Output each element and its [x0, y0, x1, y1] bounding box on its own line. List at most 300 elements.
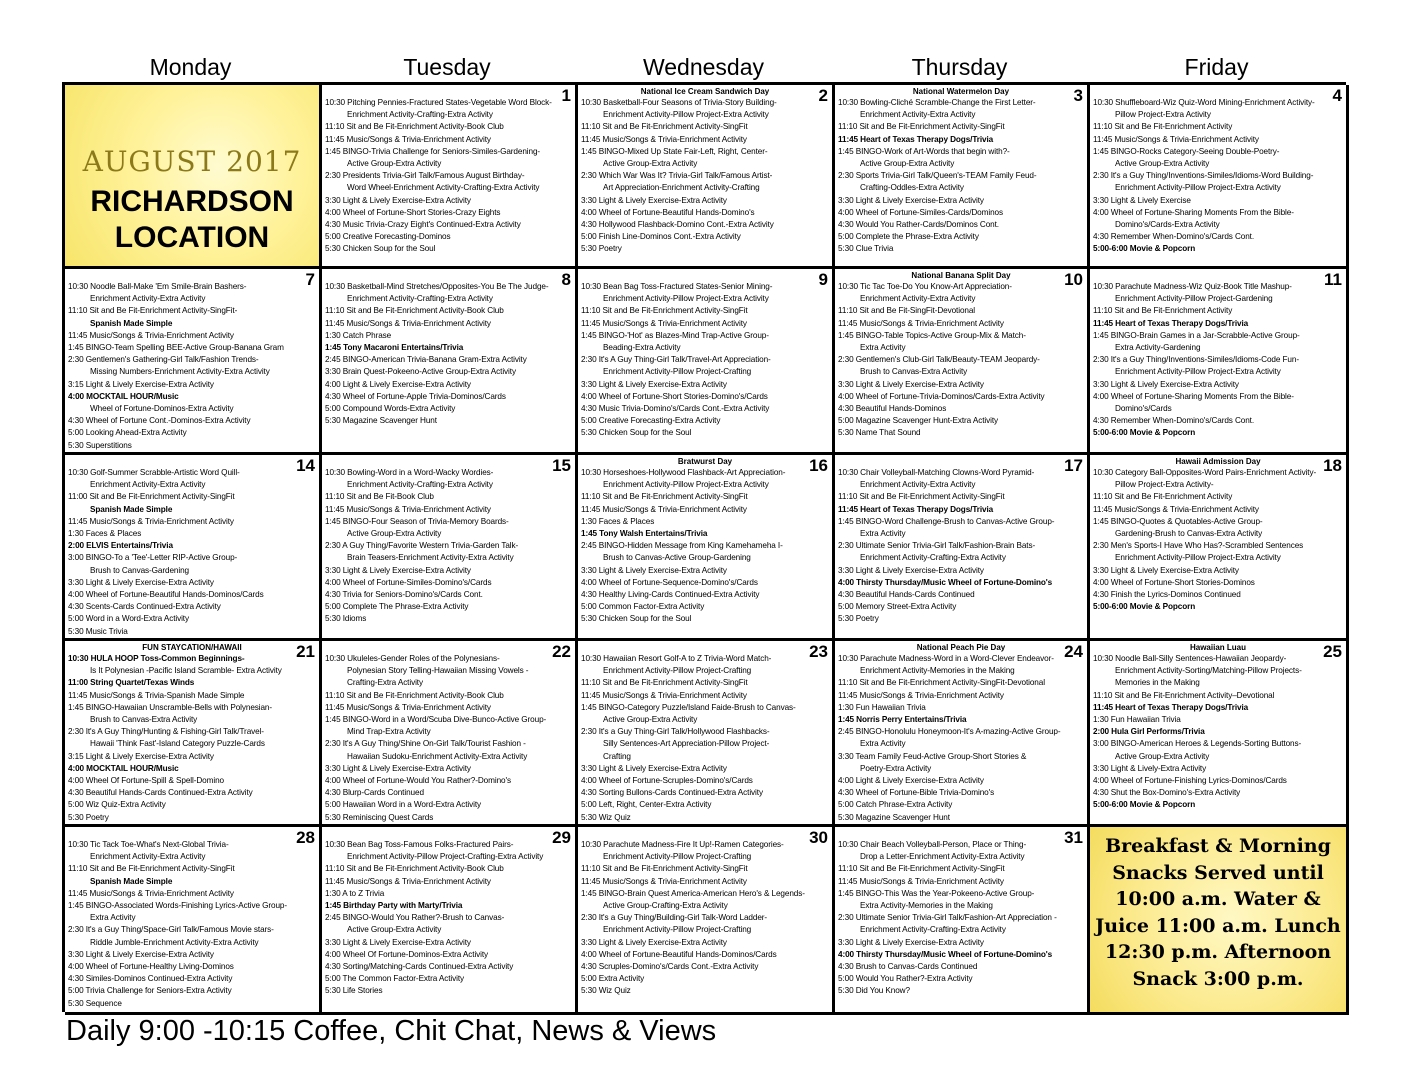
- activity-list: [1093, 653, 1343, 812]
- activity-line: 1:30 A to Z Trivia: [325, 888, 385, 898]
- activity-line: Hawaii 'Think Fast'-Island Category Puzzle-Cards: [90, 739, 265, 749]
- activity-list: [1093, 281, 1343, 440]
- activity-list: [325, 839, 572, 998]
- activity-line: 2:30 It's a Guy Thing-Girl Talk/Hollywood Flashbacks-: [581, 727, 770, 737]
- day-cell: [578, 269, 835, 455]
- activity-line: 1:45 BINGO-Team Spelling BEE-Active Group-Banana Gram: [68, 343, 284, 353]
- activity-line: 2:45 BINGO-American Trivia-Banana Gram-Extra Activity: [325, 355, 527, 365]
- activity-line: 1:30 Faces & Places: [581, 516, 655, 526]
- activity-line: 2:30 Men's Sports-I Have Who Has?-Scrambled Sentences: [1093, 541, 1304, 551]
- day-number: 24: [1064, 642, 1083, 661]
- activity-line: 3:30 Team Family Feud-Active Group-Short Stories &: [838, 751, 1027, 761]
- activity-line: 4:30 Blurp-Cards Continued: [325, 788, 424, 798]
- activity-line: 3:30 Light & Lively Exercise-Extra Activity: [581, 763, 727, 773]
- activity-line: Active Group-Crafting-Extra Activity: [603, 901, 728, 911]
- activity-line: 5:00-6:00 Movie & Popcorn: [1093, 428, 1196, 438]
- activity-line: 5:30 Poetry: [581, 244, 622, 254]
- activity-line: 11:10 Sit and Be Fit-SingFit-Devotional: [838, 306, 976, 316]
- activity-line: 11:10 Sit and Be Fit-Enrichment Activity: [1093, 492, 1233, 502]
- activity-line: 11:10 Sit and Be Fit-Enrichment Activity-SingFit: [838, 122, 1005, 132]
- activity-line: Spanish Made Simple: [90, 318, 173, 328]
- activity-line: 1:45 BINGO-Mixed Up State Fair-Left, Right, Center-: [581, 146, 768, 156]
- activity-line: 2:30 It's A Guy Thing/Hunting & Fishing-Girl Talk/Travel-: [68, 727, 264, 737]
- activity-line: 4:00 Wheel of Fortune-Sequence-Domino's/Cards: [581, 577, 758, 587]
- day-number: 7: [305, 270, 315, 289]
- activity-line: Spanish Made Simple: [90, 876, 173, 886]
- activity-line: Crafting: [603, 751, 631, 761]
- activity-line: 3:30 Light & Lively-Extra Activity: [1093, 763, 1207, 773]
- activity-line: 11:45 Music/Songs & Trivia-Enrichment Activity: [68, 516, 234, 526]
- activity-line: Enrichment Activity-Pillow Project-Extra Activity: [1115, 553, 1281, 563]
- activity-line: 4:30 Remember When-Domino's/Cards Cont.: [1093, 416, 1255, 426]
- activity-list: [325, 467, 572, 626]
- activity-line: 1:45 BINGO-Brain Games in a Jar-Scrabble-Active Group-: [1093, 330, 1300, 340]
- activity-line: 1:45 BINGO-Four Season of Trivia-Memory Boards-: [325, 516, 509, 526]
- activity-line: Beading-Extra Activity: [603, 343, 681, 353]
- activity-line: 1:45 BINGO-Table Topics-Active Group-Mix & Match-: [838, 330, 1026, 340]
- activity-line: 11:45 Music/Songs & Trivia-Enrichment Activity: [581, 690, 747, 700]
- activity-line: 5:00 Memory Street-Extra Activity: [838, 602, 957, 612]
- activity-line: Brain Teasers-Enrichment Activity-Extra Activity: [347, 553, 514, 563]
- special-day-title: FUN STAYCATION/HAWAII: [142, 643, 242, 652]
- activity-line: 5:00-6:00 Movie & Popcorn: [1093, 800, 1196, 810]
- activity-line: 4:30 Scents-Cards Continued-Extra Activity: [68, 602, 221, 612]
- activity-line: 4:30 Beautiful Hands-Cards Continued: [838, 590, 975, 600]
- activity-line: 11:45 Music/Songs & Trivia-Enrichment Activity: [325, 504, 491, 514]
- activity-line: 1:30 Catch Phrase: [325, 330, 392, 340]
- activity-line: Domino's/Cards-Extra Activity: [1115, 220, 1220, 230]
- activity-line: 5:30 Magazine Scavenger Hunt: [838, 812, 950, 822]
- activity-list: [68, 281, 316, 452]
- activity-line: 4:00 MOCKTAIL HOUR/Music: [68, 391, 179, 401]
- activity-line: Is It Polynesian -Pacific Island Scramble- Extra Activity: [90, 666, 282, 676]
- activity-line: 5:00 Hawaiian Word in a Word-Extra Activity: [325, 800, 482, 810]
- month-title: AUGUST 2017: [82, 145, 302, 178]
- activity-line: 2:00 ELVIS Entertains/Trivia: [68, 541, 173, 551]
- activity-line: 4:30 Remember When-Domino's/Cards Cont.: [1093, 232, 1255, 242]
- activity-line: Enrichment Activity-Pillow Project-Extra Activity: [1115, 183, 1281, 193]
- activity-line: 1:45 BINGO-Associated Words-Finishing Lyrics-Active Group-: [68, 901, 287, 911]
- day-cell: [1090, 85, 1349, 269]
- activity-line: 10:30 Tic Tac Toe-Do You Know-Art Appreciation-: [838, 282, 1012, 291]
- activity-line: 2:30 Presidents Trivia-Girl Talk/Famous August Birthday-: [325, 171, 525, 181]
- activity-line: 10:30 Basketball-Mind Stretches/Opposites-You Be The Judge-: [325, 282, 549, 291]
- activity-list: [838, 97, 1084, 256]
- activity-line: 5:00 Compound Words-Extra Activity: [325, 404, 456, 414]
- day-number: 29: [552, 828, 571, 847]
- activity-line: 11:45 Music/Songs & Trivia-Enrichment Activity: [325, 134, 491, 144]
- activity-line: 3:30 Light & Lively Exercise-Extra Activity: [581, 937, 727, 947]
- activity-line: 11:45 Music/Songs & Trivia-Enrichment Activity: [581, 504, 747, 514]
- activity-line: 4:00 Wheel of Fortune-Beautiful Hands-Dominos/Cards: [581, 949, 777, 959]
- activity-line: 3:30 Light & Lively Exercise-Extra Activity: [325, 195, 471, 205]
- activity-line: 3:30 Light & Lively Exercise: [1093, 195, 1191, 205]
- activity-line: 1:30 Fun Hawaiian Trivia: [1093, 715, 1181, 725]
- special-day-title: [68, 457, 316, 467]
- day-cell: [578, 85, 835, 269]
- activity-line: 2:30 It's a Guy Thing/Building-Girl Talk-Word Ladder-: [581, 913, 768, 923]
- activity-line: 4:30 Beautiful Hands-Dominos: [838, 404, 947, 414]
- activity-line: 5:00 Magazine Scavenger Hunt-Extra Activity: [838, 416, 998, 426]
- activity-line: Enrichment Activity-Memories in the Making: [860, 666, 1015, 676]
- activity-line: 10:30 Bowling-Cliché Scramble-Change the First Letter-: [838, 98, 1036, 107]
- day-number: 9: [818, 270, 828, 289]
- day-cell: [1090, 455, 1349, 641]
- activity-line: 1:45 BINGO-Work of Art-Words that begin with?-: [838, 146, 1010, 156]
- activity-line: Extra Activity: [860, 739, 906, 749]
- activity-line: 2:30 A Guy Thing/Favorite Western Trivia-Garden Talk-: [325, 541, 519, 551]
- activity-list: [325, 281, 572, 427]
- activity-line: 3:00 BINGO-American Heroes & Legends-Sorting Buttons-: [1093, 739, 1302, 749]
- activity-line: Extra Activity: [90, 913, 136, 923]
- special-day-title: Hawaiian Luau: [1189, 643, 1246, 652]
- activity-line: Mind Trap-Extra Activity: [347, 727, 431, 737]
- day-number: 25: [1323, 642, 1342, 661]
- activity-line: Enrichment Activity-Pillow Project-Gardening: [1115, 294, 1273, 304]
- activity-line: 5:00 Creative Forecasting-Extra Activity: [581, 416, 721, 426]
- activity-line: 3:30 Light & Lively Exercise-Extra Activity: [325, 763, 471, 773]
- day-tuesday: Tuesday: [403, 54, 491, 80]
- activity-line: 10:30 Parachute Madness-Fire It Up!-Ramen Categories-: [581, 840, 784, 849]
- activity-line: 2:30 It's A Guy Thing/Shine On-Girl Talk/Tourist Fashion -: [325, 739, 526, 749]
- activity-line: Extra Activity-Memories in the Making: [860, 901, 993, 911]
- special-day-title: Hawaii Admission Day: [1175, 457, 1261, 466]
- activity-line: 4:00 Wheel of Fortune-Trivia-Dominos/Cards-Extra Activity: [838, 391, 1045, 401]
- activity-line: Enrichment Activity-Crafting-Extra Activity: [860, 925, 1006, 935]
- activity-line: 4:30 Music Trivia-Domino's/Cards Cont.-Extra Activity: [581, 404, 770, 414]
- activity-line: 5:00 Finish Line-Dominos Cont.-Extra Activity: [581, 232, 741, 242]
- activity-line: 10:30 Chair Beach Volleyball-Person, Place or Thing-: [838, 840, 1027, 849]
- activity-line: Enrichment Activity-Crafting-Extra Activity: [347, 480, 493, 490]
- activity-line: Crafting-Extra Activity: [347, 678, 423, 688]
- activity-line: Spanish Made Simple: [90, 504, 173, 514]
- activity-line: Enrichment Activity-Pillow Project-Extra Activity: [1115, 367, 1281, 377]
- activity-line: 4:30 Scruples-Domino's/Cards Cont.-Extra Activity: [581, 962, 759, 972]
- activity-line: Active Group-Extra Activity: [347, 159, 442, 169]
- activity-line: 2:00 Hula Girl Performs/Trivia: [1093, 727, 1205, 737]
- activity-line: 4:30 Finish the Lyrics-Dominos Continued: [1093, 590, 1241, 600]
- activity-line: 4:00 Thirsty Thursday/Music Wheel of Fortune-Domino's: [838, 949, 1053, 959]
- day-cell: [65, 269, 322, 455]
- activity-line: 4:00 Wheel of Fortune-Would You Rather?-Domino's: [325, 776, 511, 786]
- activity-line: 11:45 Music/Songs & Trivia-Enrichment Activity: [325, 876, 491, 886]
- activity-line: 2:45 BINGO-Honolulu Honeymoon-It's A-mazing-Active Group-: [838, 727, 1061, 737]
- day-monday: Monday: [149, 54, 232, 80]
- activity-line: 1:45 BINGO-Word Challenge-Brush to Canvas-Active Group-: [838, 516, 1055, 526]
- activity-line: Enrichment Activity-Pillow Project-Crafting: [603, 925, 752, 935]
- activity-line: 5:00 Looking Ahead-Extra Activity: [68, 428, 187, 438]
- activity-line: Silly Sentences-Art Appreciation-Pillow Project-: [603, 739, 770, 749]
- activity-line: 5:00-6:00 Movie & Popcorn: [1093, 244, 1196, 254]
- activity-line: 2:30 It's A Guy Thing-Girl Talk/Travel-Art Appreciation-: [581, 355, 771, 365]
- activity-line: Art Appreciation-Enrichment Activity-Crafting: [603, 183, 760, 193]
- day-cell: [322, 455, 578, 641]
- day-number: 31: [1064, 828, 1083, 847]
- activity-line: 5:30 Chicken Soup for the Soul: [581, 428, 692, 438]
- activity-line: 11:45 Music/Songs & Trivia-Enrichment Activity: [581, 134, 747, 144]
- activity-list: [68, 467, 316, 638]
- activity-line: 4:30 Hollywood Flashback-Domino Cont.-Extra Activity: [581, 220, 774, 230]
- special-day-title: [581, 829, 829, 839]
- activity-line: 1:45 BINGO-Hawaiian Unscramble-Bells with Polynesian-: [68, 702, 273, 712]
- activity-line: 10:30 Bean Bag Toss-Famous Folks-Fractured Pairs-: [325, 840, 514, 849]
- month-banner: [65, 85, 322, 269]
- activity-line: 2:30 Gentlemen's Club-Girl Talk/Beauty-TEAM Jeopardy-: [838, 355, 1040, 365]
- activity-line: Memories in the Making: [1115, 678, 1200, 688]
- activity-list: [838, 653, 1084, 824]
- day-wednesday: Wednesday: [642, 54, 765, 80]
- day-number: 15: [552, 456, 571, 475]
- activity-line: 10:30 Tic Tack Toe-What's Next-Global Trivia-: [68, 840, 229, 849]
- special-day-title: [325, 829, 572, 839]
- activity-line: 1:45 BINGO-Brain Quest America-American Hero's & Legends-: [581, 888, 805, 898]
- activity-line: 5:30 Chicken Soup for the Soul: [581, 614, 692, 624]
- special-day-title: [325, 643, 572, 653]
- activity-line: 4:30 Music Trivia-Crazy Eight's Continued-Extra Activity: [325, 220, 521, 230]
- activity-line: 4:30 Wheel of Fortune-Bible Trivia-Domino's: [838, 788, 995, 798]
- activity-line: 1:45 Birthday Party with Marty/Trivia: [325, 901, 463, 911]
- activity-line: 2:30 Sports Trivia-Girl Talk/Queen's-TEAM Family Feud-: [838, 171, 1037, 181]
- day-cell: [835, 827, 1090, 1015]
- activity-line: 3:30 Light & Lively Exercise-Extra Activity: [68, 949, 214, 959]
- activity-line: 1:45 Tony Walsh Entertains/Trivia: [581, 529, 708, 539]
- activity-line: 2:45 BINGO-Hidden Message from King Kamehameha I-: [581, 541, 783, 551]
- activity-line: 11:10 Sit and Be Fit-Enrichment Activity-SingFit-Devotional: [838, 678, 1045, 688]
- activity-line: 3:30 Light & Lively Exercise-Extra Activity: [1093, 379, 1239, 389]
- activity-line: 10:30 Category Ball-Opposites-Word Pairs-Enrichment Activity-: [1093, 468, 1317, 477]
- activity-line: 10:30 Parachute Madness-Word in a Word-Clever Endeavor-: [838, 654, 1054, 663]
- activity-line: 3:30 Brain Quest-Pokeeno-Active Group-Extra Activity: [325, 367, 516, 377]
- activity-line: 5:00-6:00 Movie & Popcorn: [1093, 602, 1196, 612]
- activity-line: Word Wheel-Enrichment Activity-Crafting-Extra Activity: [347, 183, 540, 193]
- activity-line: 4:00 Wheel Of Fortune-Dominos-Extra Activity: [325, 949, 489, 959]
- activity-line: Crafting-Oddles-Extra Activity: [860, 183, 964, 193]
- activity-line: 5:00 Complete The Phrase-Extra Activity: [325, 602, 469, 612]
- activity-line: 10:30 Hawaiian Resort Golf-A to Z Trivia-Word Match-: [581, 654, 772, 663]
- calendar-grid: [62, 82, 1346, 1012]
- day-number: 10: [1064, 270, 1083, 289]
- activity-line: 11:10 Sit and Be Fit-Enrichment Activity-Book Club: [325, 122, 504, 132]
- day-number: 4: [1332, 86, 1342, 105]
- activity-line: 4:00 Wheel of Fortune-Similes-Cards/Dominos: [838, 207, 1003, 217]
- day-cell: [578, 641, 835, 827]
- activity-line: 11:10 Sit and Be Fit-Enrichment Activity-Book Club: [325, 690, 504, 700]
- activity-line: Active Group-Extra Activity: [347, 529, 442, 539]
- activity-line: 4:30 Sorting Bullons-Cards Continued-Extra Activity: [581, 788, 763, 798]
- activity-list: [581, 839, 829, 998]
- activity-line: 4:30 Beautiful Hands-Cards Continued-Extra Activity: [68, 788, 253, 798]
- day-number: 11: [1324, 270, 1342, 289]
- activity-line: 5:30 Poetry: [68, 812, 109, 822]
- day-cell: [322, 641, 578, 827]
- activity-line: 11:10 Sit and Be Fit-Enrichment Activity-Book Club: [325, 306, 504, 316]
- day-cell: [65, 827, 322, 1015]
- activity-line: Poetry-Extra Activity: [860, 763, 932, 773]
- day-cell: [322, 269, 578, 455]
- activity-line: Domino's/Cards: [1115, 404, 1172, 414]
- activity-line: Active Group-Extra Activity: [860, 159, 955, 169]
- activity-line: 3:30 Light & Lively Exercise-Extra Activity: [68, 577, 214, 587]
- activity-list: [581, 653, 829, 824]
- day-number: 22: [552, 642, 571, 661]
- activity-line: 11:45 Heart of Texas Therapy Dogs/Trivia: [838, 134, 994, 144]
- activity-line: 5:00 Catch Phrase-Extra Activity: [838, 800, 953, 810]
- activity-line: 11:10 Sit and Be Fit-Enrichment Activity: [1093, 122, 1233, 132]
- activity-line: 4:00 Wheel of Fortune-Short Stories-Crazy Eights: [325, 207, 501, 217]
- activity-line: Enrichment Activity-Pillow Project-Extra Activity: [603, 294, 769, 304]
- activity-line: 4:00 Wheel of Fortune-Scruples-Domino's/Cards: [581, 776, 753, 786]
- activity-line: 3:30 Light & Lively Exercise-Extra Activity: [325, 937, 471, 947]
- activity-line: 5:00 Common Factor-Extra Activity: [581, 602, 705, 612]
- activity-line: 5:30 Magazine Scavenger Hunt: [325, 416, 437, 426]
- day-cell: [65, 641, 322, 827]
- day-cell: [835, 641, 1090, 827]
- activity-line: 11:45 Music/Songs & Trivia-Enrichment Activity: [838, 876, 1004, 886]
- special-day-title: [1093, 271, 1343, 281]
- activity-line: 4:30 Wheel of Fortune-Apple Trivia-Dominos/Cards: [325, 391, 506, 401]
- special-day-title: National Peach Pie Day: [916, 643, 1006, 652]
- activity-line: 4:30 Shut the Box-Domino's-Extra Activity: [1093, 788, 1241, 798]
- activity-line: Enrichment Activity-Crafting-Extra Activity: [347, 110, 493, 120]
- activity-line: 3:30 Light & Lively Exercise-Extra Activity: [325, 565, 471, 575]
- activity-list: [838, 839, 1084, 998]
- activity-line: 4:00 MOCKTAIL HOUR/Music: [68, 763, 179, 773]
- activity-line: 10:30 Horseshoes-Hollywood Flashback-Art Appreciation-: [581, 468, 786, 477]
- activity-line: Brush to Canvas-Extra Activity: [90, 715, 198, 725]
- activity-list: [581, 97, 829, 256]
- activity-line: 4:00 Thirsty Thursday/Music Wheel of Fortune-Domino's: [838, 577, 1053, 587]
- activity-line: 11:45 Music/Songs & Trivia-Enrichment Activity: [838, 690, 1004, 700]
- day-cell: [835, 455, 1090, 641]
- activity-line: Pillow Project-Extra Activity: [1115, 110, 1211, 120]
- activity-line: 5:30 Sequence: [68, 998, 122, 1008]
- activity-line: 10:30 Chair Volleyball-Matching Clowns-Word Pyramid-: [838, 468, 1035, 477]
- activity-line: 1:45 BINGO-Category Puzzle/Island Faide-Brush to Canvas-: [581, 702, 796, 712]
- activity-line: 5:30 Name That Sound: [838, 428, 921, 438]
- activity-line: 11:00 String Quartet/Texas Winds: [68, 678, 195, 688]
- weekday-header: [62, 52, 1346, 82]
- special-day-title: [581, 643, 829, 653]
- activity-line: 4:00 Wheel of Fortune-Sharing Moments From the Bible-: [1093, 207, 1294, 217]
- day-cell: [578, 827, 835, 1015]
- activity-line: Gardening-Brush to Canvas-Extra Activity: [1115, 529, 1263, 539]
- activity-line: Pillow Project-Extra Activity-: [1115, 480, 1214, 490]
- activity-line: 5:00 Extra Activity: [581, 974, 645, 984]
- activity-line: 3:30 Light & Lively Exercise-Extra Activity: [838, 195, 984, 205]
- activity-line: 5:30 Idioms: [325, 614, 367, 624]
- activity-line: Enrichment Activity-Sorting/Matching-Pillow Projects-: [1115, 666, 1302, 676]
- activity-line: 1:30 Faces & Places: [68, 529, 142, 539]
- activity-line: 4:00 Wheel of Fortune-Sharing Moments From the Bible-: [1093, 391, 1294, 401]
- activity-line: 5:00 Wiz Quiz-Extra Activity: [68, 800, 166, 810]
- day-cell: [1090, 269, 1349, 455]
- activity-line: 4:00 Wheel of Fortune-Finishing Lyrics-Dominos/Cards: [1093, 776, 1287, 786]
- activity-line: 11:45 Music/Songs & Trivia-Enrichment Activity: [581, 318, 747, 328]
- day-cell: [835, 85, 1090, 269]
- activity-line: 5:30 Did You Know?: [838, 986, 910, 996]
- activity-line: 10:30 Golf-Summer Scrabble-Artistic Word Quill-: [68, 468, 240, 477]
- activity-line: Enrichment Activity-Extra Activity: [860, 294, 976, 304]
- activity-line: 1:45 BINGO-Trivia Challenge for Seniors-Similes-Gardening-: [325, 146, 541, 156]
- activity-line: 10:30 Noodle Ball-Make 'Em Smile-Brain Bashers-: [68, 282, 247, 291]
- activity-list: [581, 281, 829, 440]
- activity-line: 5:00 The Common Factor-Extra Activity: [325, 974, 465, 984]
- activity-line: 1:45 BINGO-Word in a Word/Scuba Dive-Bunco-Active Group-: [325, 715, 547, 725]
- activity-line: 10:30 Ukuleles-Gender Roles of the Polynesians-: [325, 654, 500, 663]
- activity-line: 5:00 Trivia Challenge for Seniors-Extra Activity: [68, 986, 232, 996]
- activity-line: Enrichment Activity-Crafting-Extra Activity: [347, 294, 493, 304]
- activity-line: 11:45 Music/Songs & Trivia-Spanish Made Simple: [68, 690, 245, 700]
- activity-line: Missing Numbers-Enrichment Activity-Extra Activity: [90, 367, 270, 377]
- daily-coffee-note: Daily 9:00 -10:15 Coffee, Chit Chat, News & Views: [66, 1015, 717, 1047]
- activity-line: Enrichment Activity-Pillow Project-Crafting: [603, 367, 752, 377]
- day-number: 17: [1064, 456, 1083, 475]
- day-cell: [65, 455, 322, 641]
- activity-line: 4:00 Wheel of Fortune-Similes-Domino's/Cards: [325, 577, 492, 587]
- activity-line: 11:10 Sit and Be Fit-Enrichment Activity-SingFit: [838, 492, 1005, 502]
- activity-line: 2:30 Ultimate Senior Trivia-Girl Talk/Fashion-Brain Bats-: [838, 541, 1036, 551]
- day-number: 28: [296, 828, 315, 847]
- activity-line: 3:00 BINGO-To a 'Tee'-Letter RIP-Active Group-: [68, 553, 238, 563]
- activity-line: 11:45 Music/Songs & Trivia-Enrichment Activity: [68, 330, 234, 340]
- activity-line: 1:45 BINGO-Rocks Category-Seeing Double-Poetry-: [1093, 146, 1280, 156]
- activity-line: 10:30 Bean Bag Toss-Fractured States-Senior Mining-: [581, 282, 773, 291]
- activity-line: 4:00 Wheel of Fortune-Beautiful Hands-Domino's: [581, 207, 755, 217]
- activity-line: 3:30 Light & Lively Exercise-Extra Activity: [581, 195, 727, 205]
- activity-line: 5:00 Word in a Word-Extra Activity: [68, 614, 189, 624]
- activity-line: 5:30 Reminiscing Quest Cards: [325, 812, 434, 822]
- activity-line: Enrichment Activity-Pillow Project-Crafting: [603, 852, 752, 862]
- activity-list: [581, 467, 829, 626]
- day-number: 18: [1323, 456, 1342, 475]
- activity-line: 11:45 Music/Songs & Trivia-Enrichment Activity: [325, 702, 491, 712]
- activity-line: 4:30 Healthy Living-Cards Continued-Extra Activity: [581, 590, 760, 600]
- special-day-title: National Banana Split Day: [911, 271, 1011, 280]
- meal-times-note: Breakfast & Morning Snacks Served until 10:00 a.m. Water & Juice 11:00 a.m. Lunch 12:30 p.m. Afternoon Snack 3:00 p.m.: [1090, 827, 1349, 1015]
- activity-list: [68, 839, 316, 1010]
- activity-line: 2:30 It's a Guy Thing/Space-Girl Talk/Famous Movie stars-: [68, 925, 274, 935]
- activity-line: 4:00 Wheel of Fortune-Short Stories-Dominos: [1093, 577, 1255, 587]
- day-cell: [1090, 641, 1349, 827]
- activity-line: 10:30 Bowling-Word in a Word-Wacky Wordies-: [325, 468, 494, 477]
- activity-line: 1:45 BINGO-This Was the Year-Pokeeno-Active Group-: [838, 888, 1035, 898]
- activity-line: 5:30 Wiz Quiz: [581, 986, 631, 996]
- activity-list: [1093, 467, 1343, 613]
- activity-line: 4:00 Wheel Of Fortune-Spill & Spell-Domino: [68, 776, 224, 786]
- activity-line: 11:45 Heart of Texas Therapy Dogs/Trivia: [1093, 318, 1249, 328]
- activity-line: Extra Activity: [860, 529, 906, 539]
- activity-line: 4:30 Trivia for Seniors-Domino's/Cards Cont.: [325, 590, 483, 600]
- location-title: RICHARDSON LOCATION: [90, 185, 294, 254]
- activity-line: Active Group-Extra Activity: [347, 925, 442, 935]
- activity-line: Active Group-Extra Activity: [1115, 159, 1210, 169]
- activity-line: 11:10 Sit and Be Fit-Enrichment Activity-SingFit: [581, 306, 748, 316]
- activity-line: 3:30 Light & Lively Exercise-Extra Activity: [1093, 565, 1239, 575]
- activity-line: Enrichment Activity-Pillow Project-Crafting-Extra Activity: [347, 852, 544, 862]
- activity-line: Enrichment Activity-Pillow Project-Extra Activity: [603, 480, 769, 490]
- activity-line: 3:30 Light & Lively Exercise-Extra Activity: [838, 379, 984, 389]
- special-day-title: Bratwurst Day: [677, 457, 733, 466]
- activity-line: 5:00 Would You Rather?-Extra Activity: [838, 974, 973, 984]
- activity-line: 11:10 Sit and Be Fit-Enrichment Activity–Devotional: [1093, 690, 1275, 700]
- activity-line: 11:45 Music/Songs & Trivia-Enrichment Activity: [581, 876, 747, 886]
- day-cell: [322, 827, 578, 1015]
- day-number: 1: [561, 86, 571, 105]
- activity-line: 11:45 Music/Songs & Trivia-Enrichment Activity: [1093, 504, 1259, 514]
- day-number: 14: [296, 456, 315, 475]
- activity-line: 3:30 Light & Lively Exercise-Extra Activity: [838, 937, 984, 947]
- activity-line: 4:00 Wheel of Fortune-Short Stories-Domino's/Cards: [581, 391, 768, 401]
